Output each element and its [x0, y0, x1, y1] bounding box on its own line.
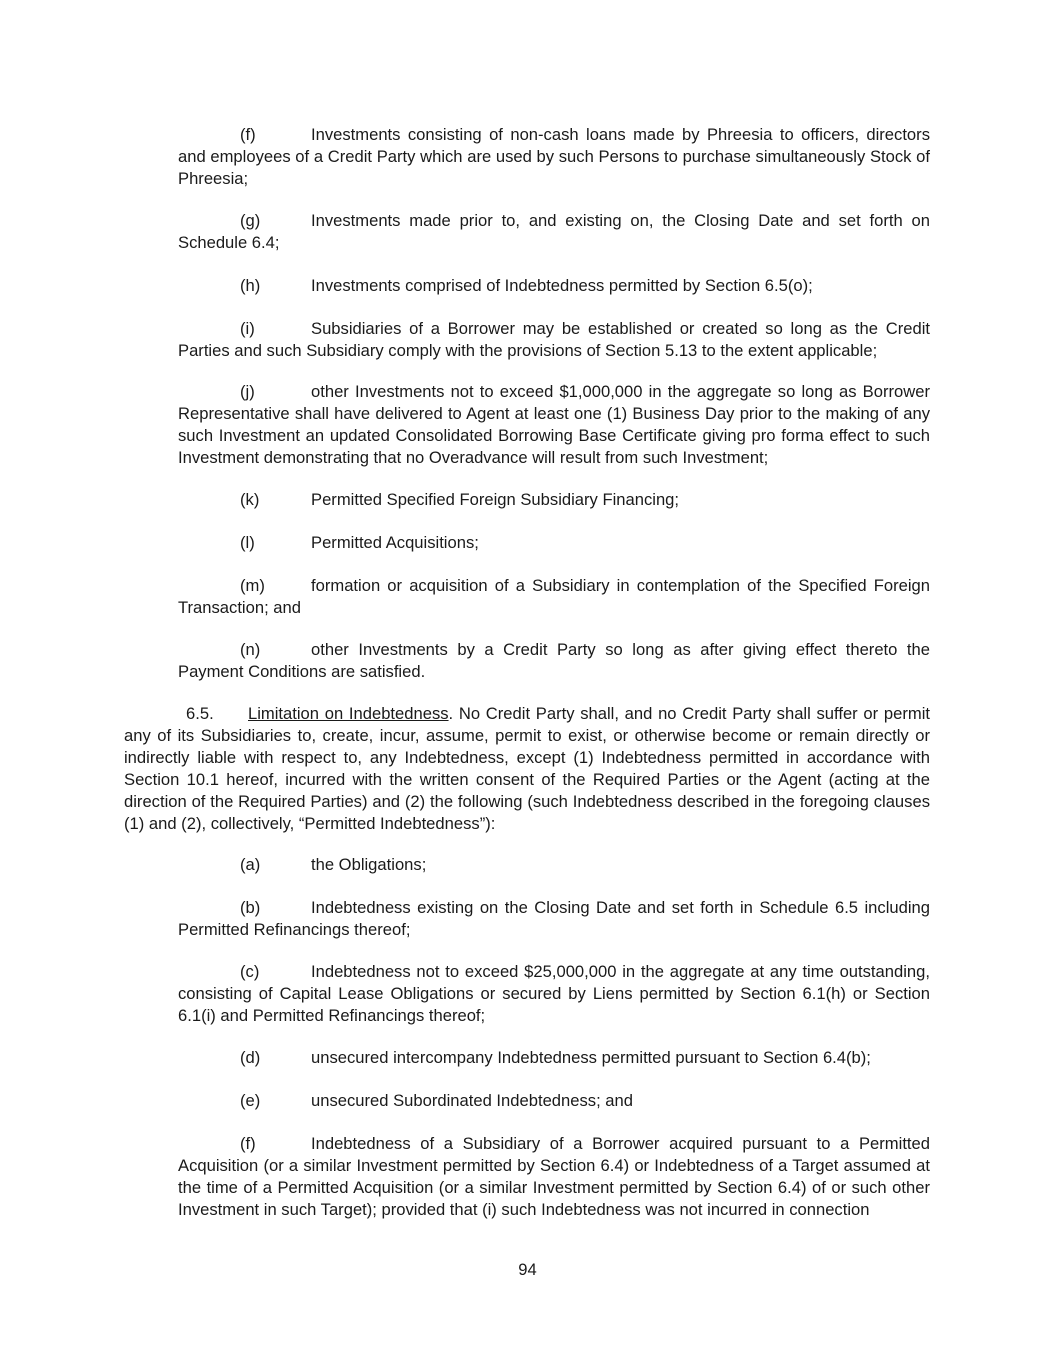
clause-6-4-i: [178, 318, 930, 362]
clause-label: (g): [240, 211, 261, 230]
clause-text: unsecured intercompany Indebtedness permitted pursuant to Section 6.4(b);: [311, 1048, 871, 1067]
clause-label: (e): [240, 1091, 261, 1110]
clause-text: formation or acquisition of a Subsidiary in contemplation of the Specified Foreign Transaction; and: [178, 576, 930, 617]
clause-text: Investments consisting of non-cash loans made by Phreesia to officers, directors and employees of a Credit Party which are used by such Persons to purchase simultaneously Stock of Phreesia;: [178, 125, 930, 188]
clause-6-4-l: [178, 532, 930, 554]
section-heading: Limitation on Indebtedness: [248, 704, 449, 723]
clause-label: (j): [240, 382, 255, 401]
clause-6-5-c: [178, 961, 930, 1027]
clause-text: unsecured Subordinated Indebtedness; and: [311, 1091, 633, 1110]
clause-text: other Investments by a Credit Party so long as after giving effect thereto the Payment Conditions are satisfied.: [178, 640, 930, 681]
clause-text: Investments made prior to, and existing on, the Closing Date and set forth on Schedule 6.4;: [178, 211, 930, 252]
clause-6-5-d: [178, 1047, 930, 1069]
clause-6-4-f: [178, 124, 930, 190]
clause-6-4-n: [178, 639, 930, 683]
clause-6-5-b: [178, 897, 930, 941]
clause-text: Permitted Acquisitions;: [311, 533, 479, 552]
clause-label: (h): [240, 276, 261, 295]
clause-6-5-f: [178, 1133, 930, 1221]
clause-label: (b): [240, 898, 261, 917]
clause-label: (n): [240, 640, 261, 659]
clause-label: (c): [240, 962, 260, 981]
section-number: 6.5.: [186, 704, 214, 723]
clause-label: (k): [240, 490, 260, 509]
section-body: . No Credit Party shall, and no Credit Party shall suffer or permit any of its Subsidiaries to, create, incur, assume, permit to exist, or otherwise become or remain directly or indirectly liable with respect to, any Indebtedness, except (1) Indebtedness permitted in accordance with Section 10.1 hereof, incurred with the written consent of the Required Parties or the Agent (acting at the direction of the Required Parties) and (2) the following (such Indebtedness described in the foregoing clauses (1) and (2), collectively, “Permitted Indebtedness”):: [124, 704, 930, 833]
clause-6-4-j: [178, 381, 930, 469]
clause-text: Indebtedness of a Subsidiary of a Borrower acquired pursuant to a Permitted Acquisition (or a similar Investment permitted by Section 6.4) or Indebtedness of a Target assumed at the time of a Permitted Acquisition (or a similar Investment permitted by Section 6.4) of or such other Investment in such Target); provided that (i) such Indebtedness was not incurred in connection: [178, 1134, 930, 1219]
clause-label: (f): [240, 125, 256, 144]
clause-6-4-k: [178, 489, 930, 511]
clause-text: Indebtedness not to exceed $25,000,000 in the aggregate at any time outstanding, consisting of Capital Lease Obligations or secured by Liens permitted by Section 6.1(h) or Section 6.1(i) and Permitted Refinancings thereof;: [178, 962, 930, 1025]
clause-text: the Obligations;: [311, 855, 427, 874]
clause-6-4-h: [178, 275, 930, 297]
clause-text: Investments comprised of Indebtedness permitted by Section 6.5(o);: [311, 276, 813, 295]
clause-label: (i): [240, 319, 255, 338]
clause-label: (m): [240, 576, 265, 595]
clause-label: (f): [240, 1134, 256, 1153]
clause-label: (d): [240, 1048, 261, 1067]
clause-6-5-a: [178, 854, 930, 876]
clause-label: (a): [240, 855, 261, 874]
clause-text: Indebtedness existing on the Closing Date and set forth in Schedule 6.5 including Permitted Refinancings thereof;: [178, 898, 930, 939]
clause-text: Subsidiaries of a Borrower may be established or created so long as the Credit Parties and such Subsidiary comply with the provisions of Section 5.13 to the extent applicable;: [178, 319, 930, 360]
clause-text: other Investments not to exceed $1,000,000 in the aggregate so long as Borrower Representative shall have delivered to Agent at least one (1) Business Day prior to the making of any such Investment an updated Consolidated Borrowing Base Certificate giving pro forma effect to such Investment demonstrating that no Overadvance will result from such Investment;: [178, 382, 930, 467]
clause-label: (l): [240, 533, 255, 552]
clause-6-4-g: [178, 210, 930, 254]
page-number: 94: [518, 1260, 537, 1279]
clause-text: Permitted Specified Foreign Subsidiary Financing;: [311, 490, 680, 509]
clause-6-5-e: [178, 1090, 930, 1112]
clause-6-4-m: [178, 575, 930, 619]
section-6-5: [124, 703, 930, 835]
